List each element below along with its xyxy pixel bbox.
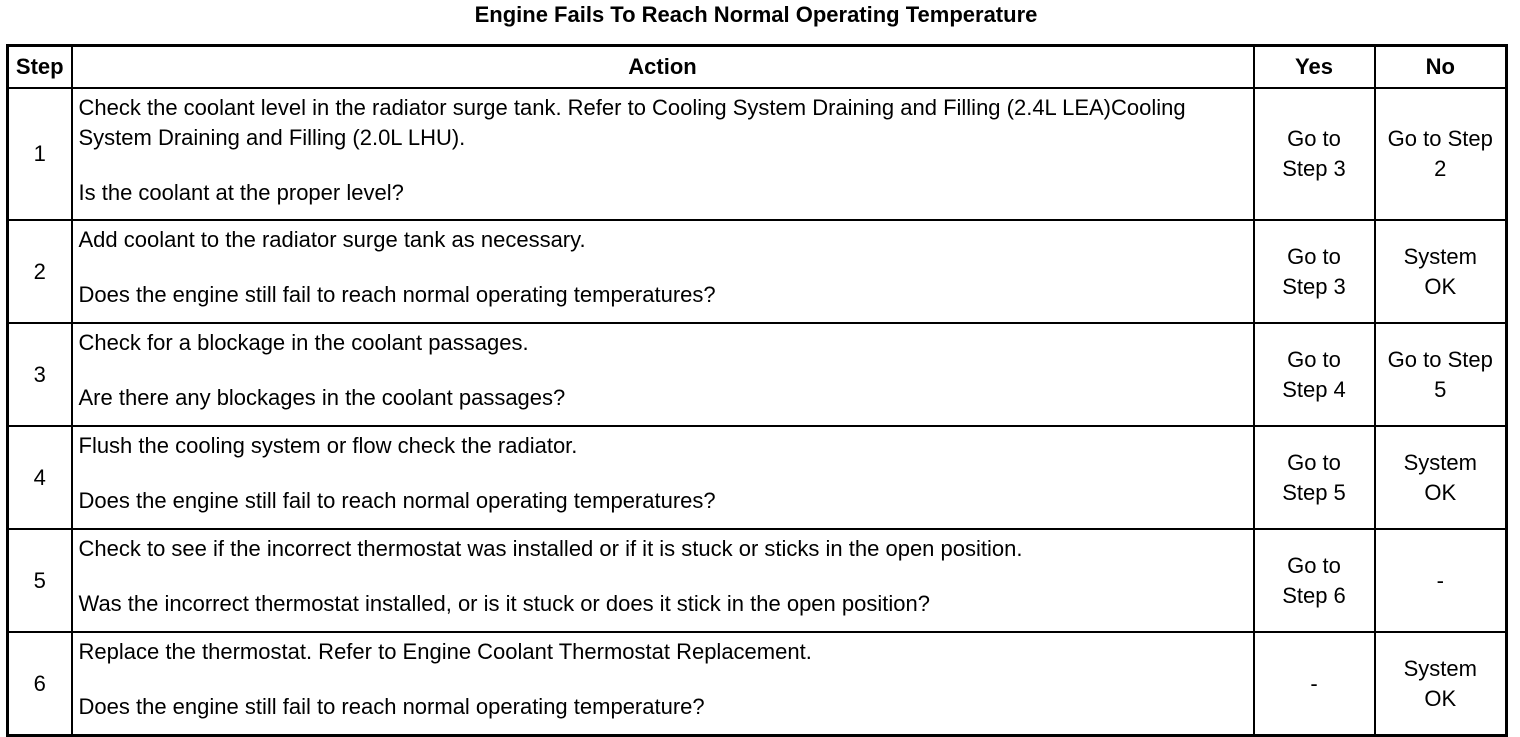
- no-result-line: 2: [1434, 156, 1447, 181]
- yes-result-line: Step 6: [1282, 582, 1346, 608]
- yes-result-line: Go to: [1287, 126, 1341, 151]
- yes-result-line: Step 5: [1282, 479, 1346, 505]
- column-header-no: No: [1375, 46, 1507, 89]
- action-question: Does the engine still fail to reach normal operating temperatures?: [78, 488, 716, 513]
- yes-cell: [1254, 323, 1375, 426]
- column-header-yes: Yes: [1254, 46, 1375, 89]
- action-cell: [72, 426, 1254, 529]
- table-row: [8, 426, 1507, 529]
- action-text: Flush the cooling system or flow check the radiator.: [78, 433, 578, 458]
- no-result-line: Go to Step: [1387, 126, 1493, 151]
- table-row: [8, 88, 1507, 220]
- no-cell: [1375, 323, 1507, 426]
- yes-cell: [1254, 529, 1375, 632]
- column-header-step: Step: [8, 46, 72, 89]
- table-row: [8, 632, 1507, 736]
- yes-result-line: -: [1310, 670, 1318, 696]
- no-cell: [1375, 426, 1507, 529]
- yes-result-line: Step 3: [1282, 156, 1346, 181]
- yes-result-line: Go to: [1287, 346, 1341, 372]
- no-result-line: System: [1403, 655, 1477, 681]
- table-row: [8, 220, 1507, 323]
- yes-result-line: Go to: [1287, 449, 1341, 475]
- no-result-line: OK: [1424, 479, 1457, 505]
- action-cell: [72, 323, 1254, 426]
- no-result-line: Go to Step: [1387, 346, 1493, 372]
- yes-result-line: Step 3: [1282, 273, 1346, 299]
- no-cell: [1375, 529, 1507, 632]
- header-row: [8, 46, 1507, 89]
- no-result-line: -: [1436, 567, 1444, 593]
- page-title: Engine Fails To Reach Normal Operating Temperature: [474, 2, 1038, 27]
- action-question: Does the engine still fail to reach normal operating temperatures?: [78, 282, 716, 307]
- yes-cell: [1254, 88, 1375, 220]
- yes-result-line: Go to: [1287, 552, 1341, 578]
- step-number: 3: [8, 323, 72, 426]
- no-result-line: System: [1403, 243, 1477, 269]
- step-number: 5: [8, 529, 72, 632]
- yes-cell: [1254, 426, 1375, 529]
- action-question: Was the incorrect thermostat installed, or is it stuck or does it stick in the open position?: [78, 591, 930, 616]
- table-row: [8, 529, 1507, 632]
- action-text: Add coolant to the radiator surge tank as necessary.: [78, 227, 586, 252]
- action-question: Are there any blockages in the coolant passages?: [78, 385, 566, 410]
- column-header-action: Action: [72, 46, 1254, 89]
- step-number: 4: [8, 426, 72, 529]
- yes-cell: [1254, 632, 1375, 736]
- step-number: 1: [8, 88, 72, 220]
- table-row: [8, 323, 1507, 426]
- action-cell: [72, 529, 1254, 632]
- step-number: 2: [8, 220, 72, 323]
- yes-result-line: Step 4: [1282, 376, 1346, 402]
- action-question: Does the engine still fail to reach normal operating temperature?: [78, 694, 705, 719]
- action-text: Check to see if the incorrect thermostat was installed or if it is stuck or sticks in the open position.: [78, 536, 1023, 561]
- no-cell: [1375, 220, 1507, 323]
- action-cell: [72, 88, 1254, 220]
- action-text: Check for a blockage in the coolant passages.: [78, 330, 529, 355]
- no-result-line: OK: [1424, 685, 1457, 711]
- no-result-line: System: [1403, 449, 1477, 475]
- action-text: Check the coolant level in the radiator surge tank. Refer to Cooling System Draining and Filling (2.4L LEA)Cooling System Draining and Filling (2.0L LHU).: [78, 95, 1186, 150]
- no-result-line: OK: [1424, 273, 1457, 299]
- no-cell: [1375, 88, 1507, 220]
- action-cell: [72, 220, 1254, 323]
- yes-result-line: Go to: [1287, 243, 1341, 269]
- no-cell: [1375, 632, 1507, 736]
- yes-cell: [1254, 220, 1375, 323]
- step-number: 6: [8, 632, 72, 736]
- diagnostic-table: [6, 44, 1508, 737]
- action-question: Is the coolant at the proper level?: [78, 180, 404, 205]
- no-result-line: 5: [1434, 376, 1447, 402]
- action-cell: [72, 632, 1254, 736]
- action-text: Replace the thermostat. Refer to Engine Coolant Thermostat Replacement.: [78, 639, 812, 664]
